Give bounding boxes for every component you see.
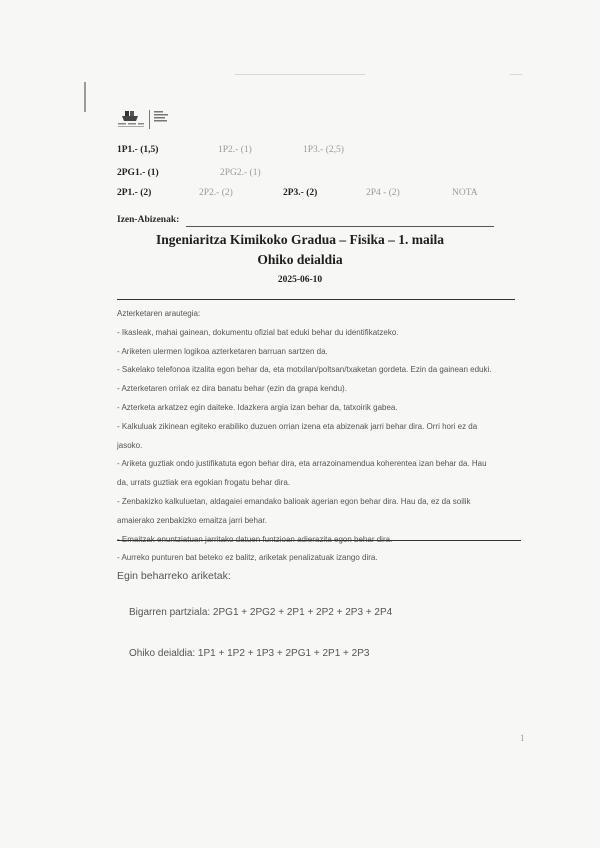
score-2pg2: 2PG2.- (1) — [220, 168, 261, 178]
divider-bottom — [117, 540, 521, 541]
rule-item: - Zenbakizko kalkuluetan, aldagaiei emandako balioak agerian egon behar dira. Hau da, ez da soilik — [117, 496, 471, 506]
rule-item: - Azterketa arkatzez egin daiteke. Idazkera argia izan behar da, tatxoirik gabea. — [117, 402, 398, 412]
scan-faint-line — [235, 74, 365, 75]
university-logo — [117, 109, 197, 131]
exam-date: 2025-06-10 — [277, 275, 323, 285]
exercises-heading: Egin beharreko ariketak: — [117, 570, 231, 582]
rule-item: amaierako zenbakizko emaitza jarri behar. — [117, 515, 267, 525]
scan-artifact-mark — [84, 82, 86, 112]
student-name-field — [186, 226, 494, 227]
score-1p2: 1P2.- (1) — [218, 145, 252, 155]
divider-top — [117, 299, 515, 300]
rule-item: da, urrats guztiak era egokian frogatu behar dira. — [117, 478, 290, 488]
rule-item: - Ariketa guztiak ondo justifikatuta egon behar dira, eta arrazoinamendua koherentea izan behar da. Hau — [117, 459, 487, 469]
page-number: 1 — [520, 733, 525, 743]
exam-rules — [117, 305, 531, 568]
rule-item: jasoko. — [117, 440, 143, 450]
student-name-label: Izen-Abizenak: — [117, 215, 180, 225]
rule-item: - Ariketen ulermen logikoa azterketaren barruan sartzen da. — [117, 346, 328, 356]
score-2p3: 2P3.- (2) — [283, 188, 318, 198]
second-partial-formula: Bigarren partziala: 2PG1 + 2PG2 + 2P1 + 2P2 + 2P3 + 2P4 — [129, 607, 393, 618]
score-nota: NOTA — [452, 188, 478, 198]
rule-item: - Ikasleak, mahai gainean, dokumentu ofizial bat eduki behar du identifikatzeko. — [117, 327, 399, 337]
score-1p3: 1P3.- (2,5) — [303, 145, 344, 155]
score-2p4: 2P4 - (2) — [366, 188, 400, 198]
rule-item: - Kalkuluak zikinean egiteko erabiliko duzuen orrian izena eta abizenak jarri behar dira. Orri hori ez da — [117, 421, 478, 431]
rule-item: - Azterketaren orriak ez dira banatu behar (ezin da grapa kendu). — [117, 384, 347, 394]
scan-faint-line — [510, 74, 522, 75]
rule-item: - Sakelako telefonoa itzalita egon behar da, eta motxilan/poltsan/txaketan gordeta. Ezin da gainean eduki. — [117, 365, 492, 375]
score-2p2: 2P2.- (2) — [199, 188, 233, 198]
rules-heading: Azterketaren arautegia: — [117, 309, 201, 318]
rule-item: - Aurreko punturen bat beteko ez balitz, ariketak penalizatuak izango dira. — [117, 553, 378, 563]
rule-item: - Emaitzak enuntziatuan jarritako datuen funtzioan adierazita egon behar dira. — [117, 534, 393, 544]
ordinary-call-formula: Ohiko deialdia: 1P1 + 1P2 + 1P3 + 2PG1 + 2P1 + 2P3 — [129, 648, 370, 659]
exam-session: Ohiko deialdia — [257, 252, 343, 267]
score-1p1: 1P1.- (1,5) — [117, 145, 159, 155]
exam-title: Ingeniaritza Kimikoko Gradua – Fisika – 1. maila — [155, 232, 445, 247]
score-2p1: 2P1.- (2) — [117, 188, 152, 198]
score-2pg1: 2PG1.- (1) — [117, 168, 159, 178]
